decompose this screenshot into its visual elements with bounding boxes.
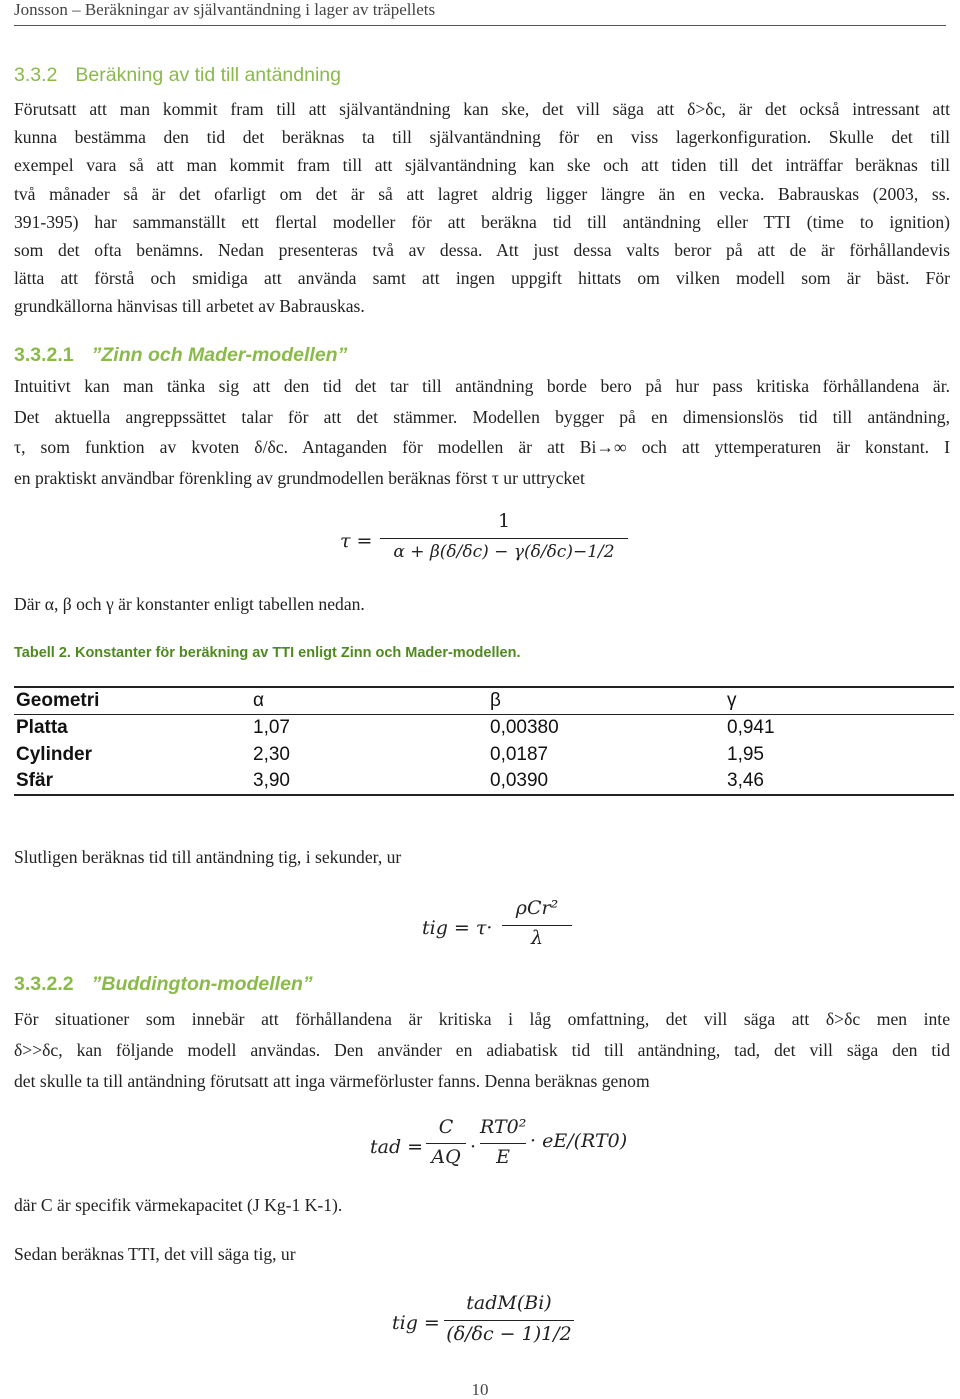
formula-tau (340, 510, 640, 572)
text-line: en praktiskt användbar förenkling av grundmodellen beräknas först τ ur uttrycket (14, 467, 585, 488)
table-cell: 1,07 (253, 716, 290, 738)
paragraph-intro (14, 95, 950, 321)
fraction-bar (480, 1143, 526, 1144)
text-line: τ, som funktion av kvoten δ/δc. Antaganden för modellen är att Bi→∞ och att yttemperaturen är konstant. I (14, 437, 950, 457)
table-cell: Platta (16, 716, 68, 738)
table-cell: 3,46 (725, 768, 954, 795)
multiply-dot: · (470, 1136, 477, 1158)
formula-denominator: (δ/δc − 1)1/2 (446, 1323, 572, 1345)
table-header-cell: γ (725, 687, 954, 714)
table-header-cell: β (488, 687, 725, 714)
section-number: 3.3.2.2 (14, 973, 74, 995)
text-line: två månader så är det ofarligt om det är så att lagret aldrig ligger längre än en vecka. Babrauskas (2003, ss. (14, 183, 950, 204)
paragraph-zinn-mader (14, 371, 950, 493)
table-cell: 0,00380 (490, 716, 559, 738)
text-line: Det aktuella angreppssättet talar för att det stämmer. Modellen bygger på en dimensionslös tid till antändning, (14, 406, 950, 427)
text-tti: Sedan beräknas TTI, det vill säga tig, ur (14, 1244, 296, 1264)
table-row (14, 741, 954, 768)
text-line: Intuitivt kan man tänka sig att den tid det tar till antändning borde bero på hur pass kritiska förhållandena är. (14, 376, 950, 396)
formula-tig (422, 895, 582, 955)
text-line: kunna bestämma den tid det beräknas ta till självantändning för en viss lagerkonfiguration. Skulle det till (14, 127, 950, 148)
table-header-cell: α (251, 687, 488, 714)
table-cell: 0,0390 (488, 768, 725, 795)
text-line: exempel vara så att man kommit fram till att självantändning kan ske och att tiden till det inträffar beräknas till (14, 155, 950, 176)
formula-tti (392, 1290, 592, 1354)
text-line: För situationer som innebär att förhållandena är kritiska i låg omfattning, det vill säga att δ>δc men inte (14, 1009, 950, 1029)
fraction-bar (444, 1320, 574, 1321)
table-header-row (14, 687, 954, 714)
constants-table (14, 686, 954, 796)
section-heading-3-3-2-2 (14, 973, 313, 996)
text-heat-capacity: där C är specifik värmekapacitet (J Kg-1 K-1). (14, 1195, 343, 1215)
section-title: ”Buddington-modellen” (91, 973, 313, 995)
formula-lhs: τ = (340, 530, 373, 552)
fraction-bar (502, 925, 572, 926)
text-line: Förutsatt att man kommit fram till att självantändning kan ske, det vill säga att δ>δc, är det också intressant att (14, 99, 950, 119)
formula-numerator: C (438, 1116, 454, 1138)
text-where-constants: Där α, β och γ är konstanter enligt tabellen nedan. (14, 594, 365, 614)
formula-numerator: tadM(Bi) (466, 1292, 552, 1314)
formula-lhs: tig = (392, 1312, 440, 1334)
table-row (14, 768, 954, 795)
table-cell: 3,90 (251, 768, 488, 795)
running-header: Jonsson – Beräkningar av självantändning i lager av träpellets (14, 0, 946, 26)
section-title: Beräkning av tid till antändning (75, 64, 341, 86)
text-line: som det ofta benämns. Nedan presenteras två av dessa. Att just dessa valts beror på att de är förhållandevis (14, 239, 950, 260)
formula-numerator: ρCr² (515, 897, 559, 919)
text-line: lätta att förstå och smidiga att använda samt att ingen uppgift hittats om vilken modell som är bäst. För (14, 268, 950, 289)
formula-denominator: α + β(δ/δc) − γ(δ/δc)−1/2 (393, 542, 615, 562)
text-line: grundkällorna hänvisas till arbetet av Babrauskas. (14, 296, 365, 317)
formula-tad (370, 1112, 628, 1174)
text-final-ignition: Slutligen beräknas tid till antändning tig, i sekunder, ur (14, 847, 402, 867)
text-line: det skulle ta till antändning förutsatt att inga värmeförluster fanns. Denna beräknas genom (14, 1071, 650, 1091)
table-caption: Tabell 2. Konstanter för beräkning av TTI enligt Zinn och Mader-modellen. (14, 645, 521, 661)
formula-lhs: tad = (370, 1136, 424, 1158)
section-heading-3-3-2-1 (14, 344, 347, 367)
section-heading-3-3-2 (14, 64, 341, 87)
formula-numerator: 1 (497, 510, 511, 532)
page-number: 10 (471, 1380, 489, 1399)
text-line: 391-395) har sammanställt ett flertal modeller för att beräkna tid till antändning eller TTI (time to ignition) (14, 211, 950, 232)
formula-denominator: AQ (431, 1146, 461, 1168)
table-header-cell: Geometri (14, 687, 251, 714)
table-cell: Sfär (14, 768, 251, 795)
table-row (14, 714, 954, 741)
formula-denominator: E (496, 1146, 510, 1168)
text-line: δ>>δc, kan följande modell användas. Den använder en adiabatisk tid till antändning, tad, det vill säga den tid (14, 1040, 950, 1060)
section-title: ”Zinn och Mader-modellen” (91, 344, 348, 366)
formula-numerator: RT0² (480, 1116, 527, 1138)
fraction-bar (426, 1143, 466, 1144)
paragraph-buddington (14, 1004, 950, 1097)
section-number: 3.3.2.1 (14, 344, 74, 366)
table-cell: 2,30 (253, 743, 290, 765)
section-number: 3.3.2 (14, 64, 58, 86)
table-cell: 1,95 (727, 743, 764, 765)
table-cell: 0,0187 (490, 743, 549, 765)
formula-exponential: · eE/(RT0) (530, 1130, 628, 1152)
fraction-bar (380, 538, 628, 539)
table-cell: Cylinder (16, 743, 93, 765)
formula-lhs: tig = τ· (422, 917, 493, 939)
formula-denominator: λ (530, 927, 544, 949)
table-cell: 0,941 (727, 716, 775, 738)
